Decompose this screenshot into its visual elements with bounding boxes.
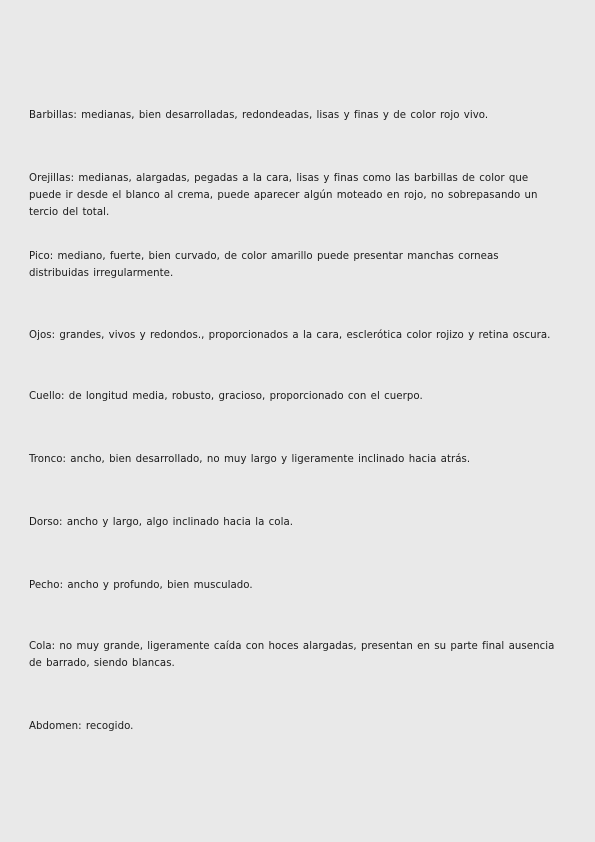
paragraph-barbillas: Barbillas: medianas, bien desarrolladas, redondeadas, lisas y finas y de color rojo vivo. [29,110,489,122]
paragraph-pico: Pico: mediano, fuerte, bien curvado, de color amarillo puede presentar manchas corneas distribuidas irregularmente. [29,251,499,280]
paragraph-abdomen: Abdomen: recogido. [29,721,134,733]
paragraph-tronco: Tronco: ancho, bien desarrollado, no muy largo y ligeramente inclinado hacia atrás. [29,454,471,466]
paragraph-cuello: Cuello: de longitud media, robusto, gracioso, proporcionado con el cuerpo. [29,391,423,403]
paragraph-ojos: Ojos: grandes, vivos y redondos., proporcionados a la cara, esclerótica color rojizo y retina oscura. [29,330,551,342]
paragraph-orejillas: Orejillas: medianas, alargadas, pegadas a la cara, lisas y finas como las barbillas de color que puede ir desde el blanco al crema, puede aparecer algún moteado en rojo, no sobrepasando un tercio del total. [29,173,538,219]
paragraph-pecho: Pecho: ancho y profundo, bien musculado. [29,580,253,592]
paragraph-cola: Cola: no muy grande, ligeramente caída con hoces alargadas, presentan en su parte final ausencia de barrado, siendo blancas. [29,641,555,670]
paragraph-dorso: Dorso: ancho y largo, algo inclinado hacia la cola. [29,517,294,529]
